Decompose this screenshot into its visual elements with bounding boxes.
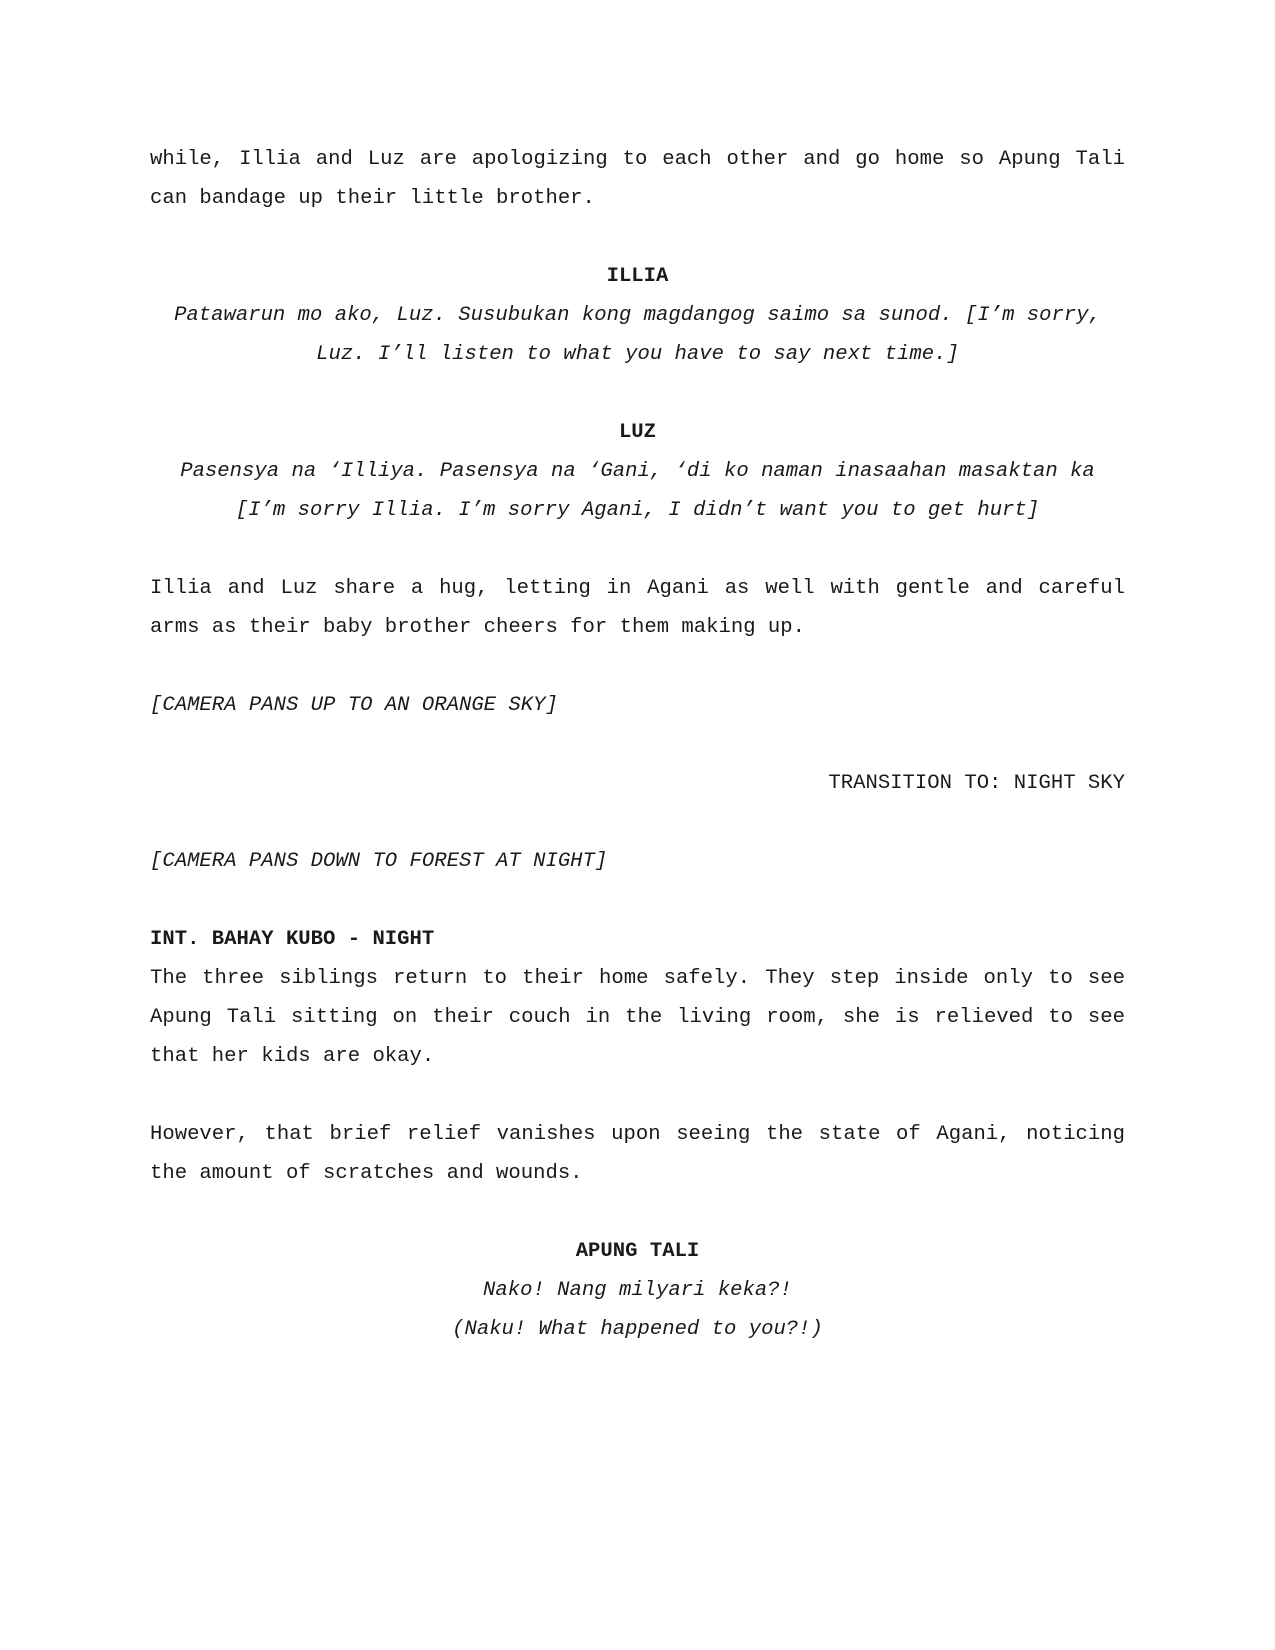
dialogue-block-luz: [163, 452, 1113, 530]
screenplay-page: [150, 140, 1125, 1349]
spacer: [150, 803, 1125, 842]
action-line: However, that brief relief vanishes upon seeing the state of Agani, noticing the amount of scratches and wounds.: [150, 1123, 1125, 1185]
spacer: [150, 530, 1125, 569]
character-name-luz: LUZ: [618, 421, 657, 444]
transition: TRANSITION TO: NIGHT SKY: [828, 772, 1125, 795]
dialogue-block-illia: [163, 296, 1113, 374]
spacer: [150, 374, 1125, 413]
spacer: [150, 1076, 1125, 1115]
camera-direction: [CAMERA PANS UP TO AN ORANGE SKY]: [150, 694, 558, 717]
spacer: [150, 647, 1125, 686]
spacer: [150, 1193, 1125, 1232]
action-line: Illia and Luz share a hug, letting in Agani as well with gentle and careful arms as their baby brother cheers for them making up.: [150, 577, 1125, 639]
dialogue-illia: Patawarun mo ako, Luz. Susubukan kong magdangog saimo sa sunod. [I’m sorry, Luz. I’ll listen to what you have to say next time.]: [174, 304, 1101, 366]
dialogue-apung-tali: Nako! Nang milyari keka?!: [483, 1279, 792, 1302]
spacer: [150, 725, 1125, 764]
spacer: [150, 881, 1125, 920]
camera-direction: [CAMERA PANS DOWN TO FOREST AT NIGHT]: [150, 850, 608, 873]
spacer: [150, 218, 1125, 257]
action-line: while, Illia and Luz are apologizing to each other and go home so Apung Tali can bandage up their little brother.: [150, 148, 1125, 210]
character-name-apung-tali: APUNG TALI: [575, 1240, 700, 1263]
scene-heading: INT. BAHAY KUBO - NIGHT: [150, 928, 435, 951]
dialogue-apung-tali-translation: (Naku! What happened to you?!): [452, 1318, 823, 1341]
character-name-illia: ILLIA: [606, 265, 669, 288]
dialogue-luz: Pasensya na ‘Illiya. Pasensya na ‘Gani, ‘di ko naman inasaahan masaktan ka [I’m sorry Illia. I’m sorry Agani, I didn’t want you to get hurt]: [180, 460, 1095, 522]
action-line: The three siblings return to their home safely. They step inside only to see Apung Tali sitting on their couch in the living room, she is relieved to see that her kids are okay.: [150, 967, 1125, 1068]
